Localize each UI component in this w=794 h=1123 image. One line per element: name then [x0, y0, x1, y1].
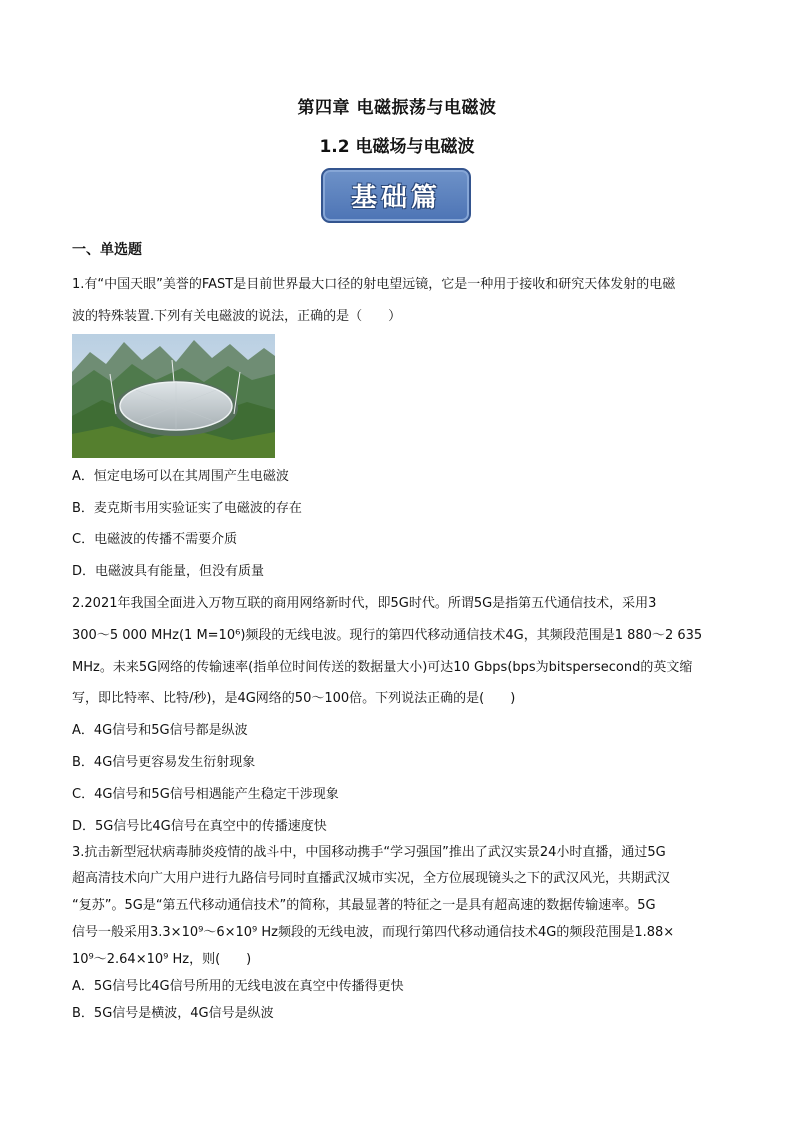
lesson-title: 1.2 电磁场与电磁波	[319, 137, 475, 157]
question-3-stem-line: 信号一般采用3.3×10⁹～6×10⁹ Hz频段的无线电波，而现行第四代移动通信技术4G的频段范围是1.88×	[72, 925, 675, 940]
question-3-stem-line: “复苏”。5G是“第五代移动通信技术”的简称，其最显著的特征之一是具有超高速的数据传输速率。5G	[72, 898, 656, 913]
question-1-option-b: B．麦克斯韦用实验证实了电磁波的存在	[72, 501, 302, 516]
question-1-option-c: C．电磁波的传播不需要介质	[72, 532, 238, 547]
question-3-option-a: A．5G信号比4G信号所用的无线电波在真空中传播得更快	[72, 979, 404, 994]
question-2-stem-line: MHz。未来5G网络的传输速率(指单位时间传送的数据量大小)可达10 Gbps(bps为bitspersecond的英文缩	[72, 660, 693, 675]
question-1-stem-line: 1.有“中国天眼”美誉的FAST是目前世界最大口径的射电望远镜，它是一种用于接收和研究天体发射的电磁	[72, 277, 676, 292]
question-1-option-d: D．电磁波具有能量，但没有质量	[72, 564, 265, 579]
question-2-option-a: A．4G信号和5G信号都是纵波	[72, 723, 248, 738]
radio-telescope-image	[72, 334, 275, 458]
chapter-title: 第四章 电磁振荡与电磁波	[297, 98, 497, 118]
question-2-stem-line: 2.2021年我国全面进入万物互联的商用网络新时代，即5G时代。所谓5G是指第五代通信技术，采用3	[72, 596, 657, 611]
question-2-stem-line: 写，即比特率、比特/秒)，是4G网络的50～100倍。下列说法正确的是( )	[72, 691, 516, 706]
question-1-option-a: A．恒定电场可以在其周围产生电磁波	[72, 469, 289, 484]
question-3-stem-line: 超高清技术向广大用户进行九路信号同时直播武汉城市实况，全方位展现镜头之下的武汉风光，共期武汉	[72, 871, 671, 886]
level-badge	[321, 168, 471, 223]
question-2-option-b: B．4G信号更容易发生衍射现象	[72, 755, 256, 770]
question-1-stem-line: 波的特殊装置.下列有关电磁波的说法，正确的是（ ）	[72, 309, 402, 324]
question-3-stem-line: 3.抗击新型冠状病毒肺炎疫情的战斗中，中国移动携手“学习强国”推出了武汉实景24小时直播，通过5G	[72, 845, 666, 860]
level-badge-label: 基础篇	[350, 183, 441, 213]
question-2-stem-line: 300～5 000 MHz(1 M=10⁶)频段的无线电波。现行的第四代移动通信技术4G，其频段范围是1 880～2 635	[72, 628, 703, 643]
section-heading: 一、单选题	[72, 242, 142, 258]
question-2-option-c: C．4G信号和5G信号相遇能产生稳定干涉现象	[72, 787, 339, 802]
radio-telescope-photo	[72, 334, 275, 458]
question-2-option-d: D．5G信号比4G信号在真空中的传播速度快	[72, 819, 327, 834]
question-3-stem-line: 10⁹～2.64×10⁹ Hz，则( )	[72, 952, 252, 967]
question-3-option-b: B．5G信号是横波，4G信号是纵波	[72, 1006, 274, 1021]
